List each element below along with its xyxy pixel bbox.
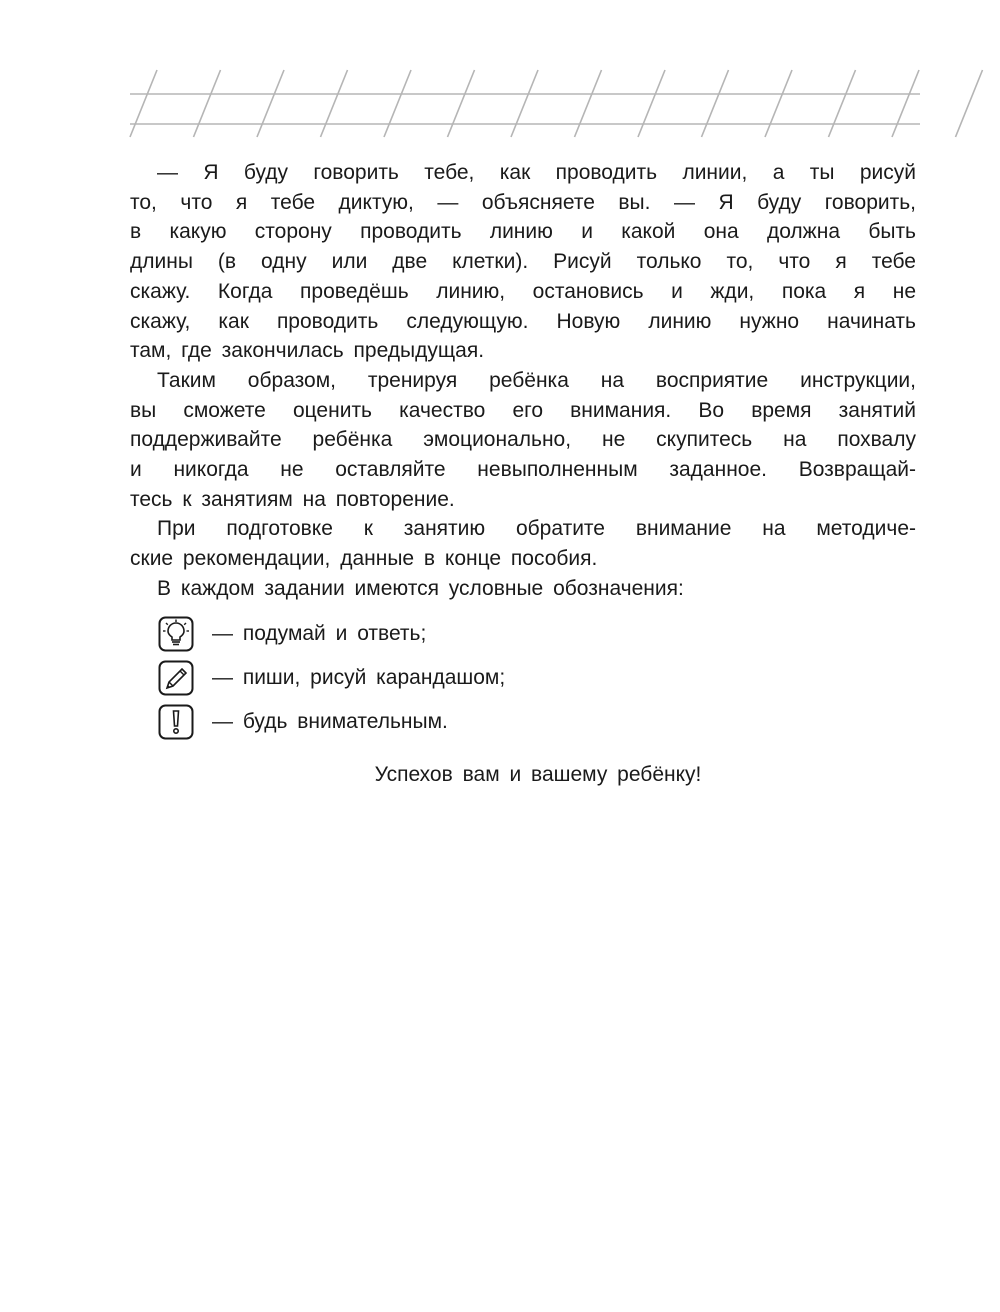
- closing-wish: Успехов вам и вашему ребёнку!: [374, 762, 702, 786]
- paragraph-attention: Таким образом, тренируя ребёнка на восприятие инструкции, вы сможете оценить качество его внимания. Во время занятий поддерживайте ребёнка эмоционально, не скупитесь на похвалу и никогда не оставляйте невыполненным заданное. Возвращай- тесь к занятиям на повторение.: [130, 368, 916, 511]
- exclamation-icon: [158, 704, 194, 740]
- slant-line: [384, 70, 411, 137]
- legend-text-think: — подумай и ответь;: [212, 621, 427, 645]
- slant-line: [765, 70, 792, 137]
- slant-line: [702, 70, 729, 137]
- slant-line: [448, 70, 475, 137]
- slant-line: [130, 70, 157, 137]
- paragraph-preparation: При подготовке к занятию обратите внимание на методиче- ские рекомендации, данные в конце пособия.: [130, 517, 916, 571]
- slant-line: [511, 70, 538, 137]
- slant-line: [575, 70, 602, 137]
- copybook-ruling: [0, 0, 1000, 150]
- paragraph-legend-intro: В каждом задании имеются условные обозначения:: [157, 576, 684, 600]
- slant-line: [892, 70, 919, 137]
- slant-line: [321, 70, 348, 137]
- slant-line: [194, 70, 221, 137]
- page-content: [130, 158, 916, 789]
- legend-text-draw: — пиши, рисуй карандашом;: [212, 665, 506, 689]
- legend-item-draw: [130, 660, 916, 696]
- pencil-icon: [158, 660, 194, 696]
- legend-item-think: [130, 616, 916, 652]
- legend-list: [130, 616, 916, 740]
- paragraph-instructions: — Я буду говорить тебе, как проводить линии, а ты рисуй то, что я тебе диктую, — объясняете вы. — Я буду говорить, в какую сторону проводить линию и какой она должна быть длины (в одну или две клетки). Рисуй только то, что я тебе скажу. Когда проведёшь линию, остановись и жди, пока я не скажу, как проводить следующую. Новую линию нужно начинать там, где закончилась предыдущая.: [130, 161, 916, 363]
- slant-line: [638, 70, 665, 137]
- lightbulb-icon: [158, 616, 194, 652]
- legend-item-attention: [130, 704, 916, 740]
- slant-line: [829, 70, 856, 137]
- legend-text-attention: — будь внимательным.: [212, 709, 448, 733]
- slant-line: [257, 70, 284, 137]
- slant-line: [956, 70, 983, 137]
